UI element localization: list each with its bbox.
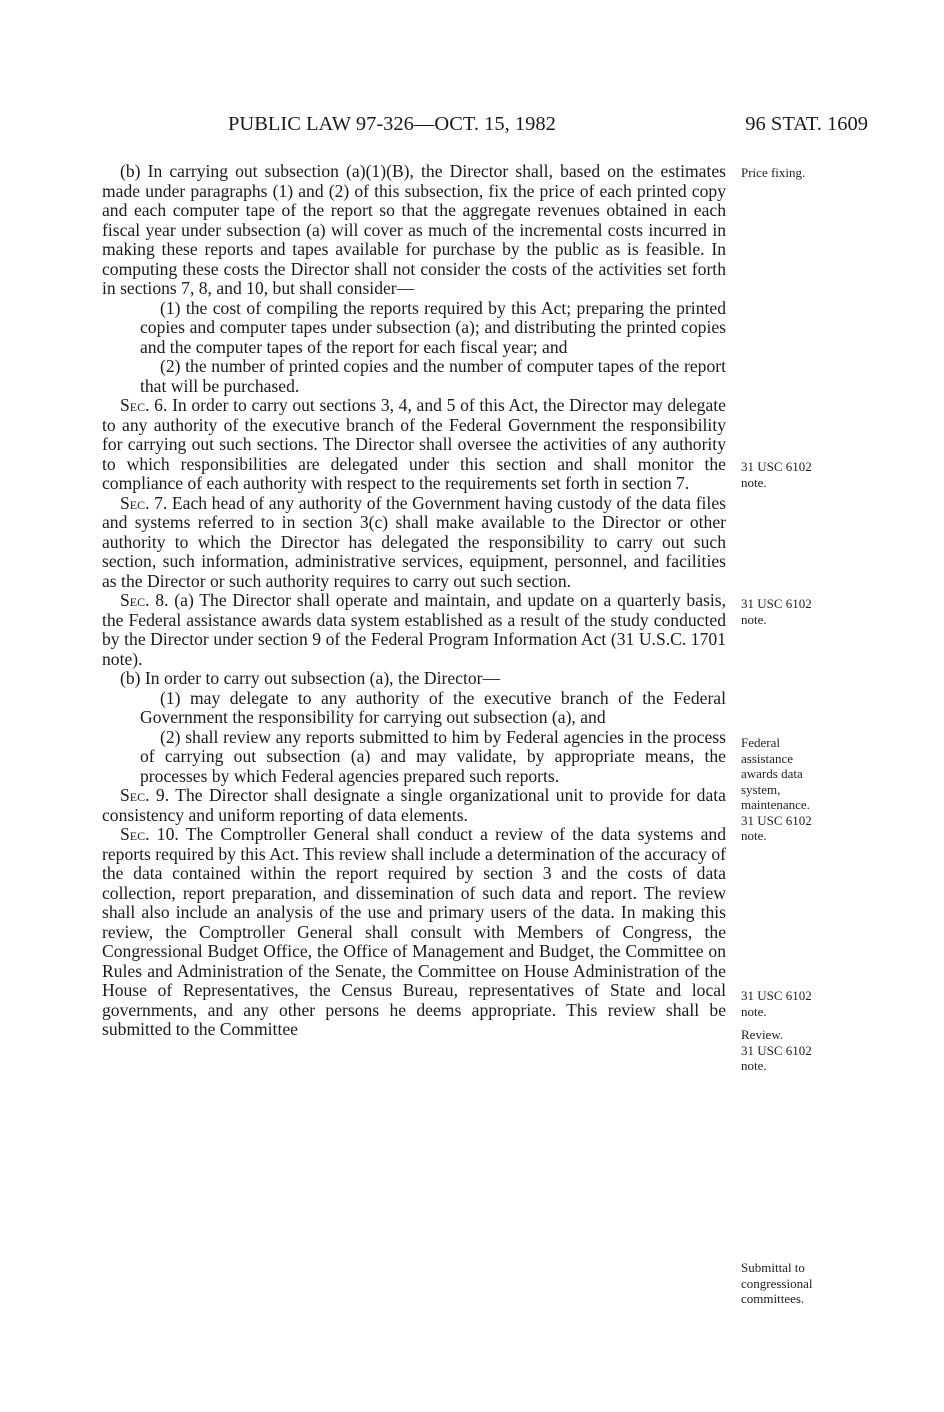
section-9-text: The Director shall designate a single organizational unit to provide for data consistency and uniform reporting of data elements.	[102, 785, 726, 825]
margin-note-section-8: Federal assistance awards data system, maintenance. 31 USC 6102 note.	[741, 735, 812, 843]
section-6	[102, 396, 726, 494]
page-title: PUBLIC LAW 97-326—OCT. 15, 1982	[228, 113, 556, 135]
section-7-text: Each head of any authority of the Government having custody of the data files and systems referred to in section 3(c) shall make available to the Director or other authority to which the Director has delegated the responsibility to carry out such section, such information, administrative services, equipment, personnel, and facilities as the Director or such authority requires to carry out such section.	[102, 492, 726, 591]
section-6-label: Sec. 6.	[120, 395, 168, 415]
section-8-label: Sec. 8.	[120, 590, 169, 610]
section-8	[102, 591, 726, 669]
section-9	[102, 786, 726, 825]
margin-note-section-9: 31 USC 6102 note.	[741, 988, 812, 1019]
paragraph-b-2: (2) the number of printed copies and the number of computer tapes of the report that will be purchased.	[140, 356, 726, 396]
section-10-text: The Comptroller General shall conduct a review of the data systems and reports required by this Act. This review shall include a determination of the accuracy of the data contained within the report required by section 3 and the costs of data collection, report preparation, and dissemination of such data and report. The review shall also include an analysis of the use and primary users of the data. In making this review, the Comptroller General shall consult with Members of Congress, the Congressional Budget Office, the Office of Management and Budget, the Committee on Rules and Administration of the Senate, the Committee on House Administration of the House of Representatives, the Census Bureau, representatives of State and local governments, and any other persons he deems appropriate. This review shall be submitted to the Committee	[102, 824, 726, 1039]
section-8-b-2: (2) shall review any reports submitted to him by Federal agencies in the process of carrying out subsection (a) and may validate, by appropriate means, the processes by which Federal agencies prepared such reports.	[140, 726, 726, 786]
running-header	[0, 113, 944, 143]
section-6-text: In order to carry out sections 3, 4, and 5 of this Act, the Director may delegate to any authority of the executive branch of the Federal Government the responsibility for carrying out such sections. The Director shall oversee the activities of any authority to which responsibilities are delegated under this section and shall monitor the compliance of each authority with respect to the requirements set forth in section 7.	[102, 395, 726, 493]
margin-note-section-6: 31 USC 6102 note.	[741, 459, 812, 490]
section-7	[102, 494, 726, 592]
paragraph-b-1: (1) the cost of compiling the reports required by this Act; preparing the printed copies and computer tapes under subsection (a); and distributing the printed copies and the computer tapes of the report for each fiscal year; and	[140, 297, 726, 357]
section-10	[102, 825, 726, 1040]
margin-note-section-10: Review. 31 USC 6102 note.	[741, 1027, 812, 1073]
section-10-label: Sec. 10.	[120, 824, 179, 844]
margin-note-price-fixing: Price fixing.	[741, 165, 806, 180]
section-8-text: (a) The Director shall operate and maintain, and update on a quarterly basis, the Federal assistance awards data system established as a result of the study conducted by the Director under section 9 of the Federal Program Information Act (31 U.S.C. 1701 note).	[102, 590, 726, 669]
section-9-label: Sec. 9.	[120, 785, 170, 805]
main-text	[102, 162, 726, 1040]
margin-note-section-7: 31 USC 6102 note.	[741, 596, 812, 627]
section-8-b-1: (1) may delegate to any authority of the executive branch of the Federal Government the responsibility for carrying out subsection (a), and	[140, 687, 726, 727]
paragraph-b: (b) In carrying out subsection (a)(1)(B), the Director shall, based on the estimates made under paragraphs (1) and (2) of this subsection, fix the price of each printed copy and each computer tape of the report so that the aggregate revenues obtained in each fiscal year under subsection (a) will cover as much of the incremental costs incurred in making these reports and tapes available for purchase by the public as is feasible. In computing these costs the Director shall not consider the costs of the activities set forth in sections 7, 8, and 10, but shall consider—	[102, 161, 726, 298]
section-8-b: (b) In order to carry out subsection (a), the Director—	[120, 668, 501, 688]
margin-note-submittal: Submittal to congressional committees.	[741, 1260, 813, 1306]
statute-page-number: 96 STAT. 1609	[745, 113, 868, 135]
section-7-label: Sec. 7.	[120, 492, 168, 513]
